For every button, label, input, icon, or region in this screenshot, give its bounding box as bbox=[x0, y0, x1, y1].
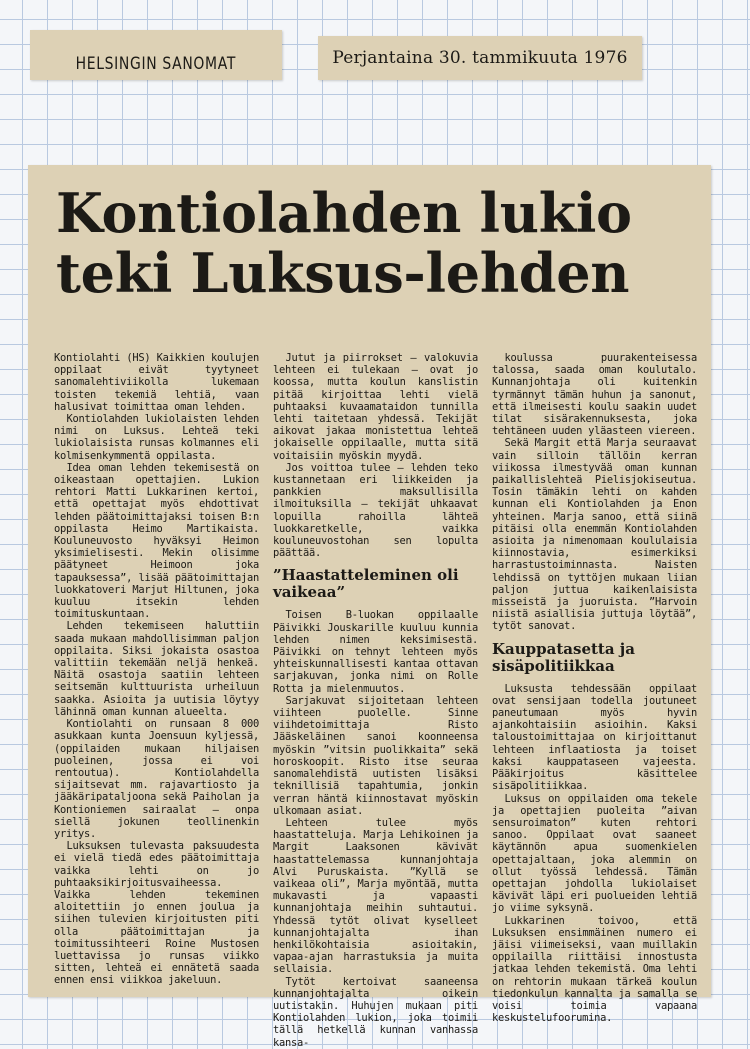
article-column-1 bbox=[54, 352, 259, 1049]
publication-date: Perjantaina 30. tammikuuta 1976 bbox=[332, 48, 628, 68]
newspaper-name: HELSINGIN SANOMAT bbox=[75, 54, 237, 74]
newspaper-name-clipping bbox=[30, 30, 282, 80]
article-paragraph: Idea oman lehden tekemisestä on oikeastaan opettajien. Lukion rehtori Matti Lukkarinen kertoi, että opettajat myös ehdottivat lehden päätoimittajaksi toisen B:n oppilasta Heimo Martikaista. Kouluneuvosto hyväksyi Heimon yksimielisesti. Mekin olisimme päätyneet Heimoon joka tapauksessa”, lisää päätoimittajan luokkatoveri Marjut Hiltunen, joka kuuluu itsekin lehden toimituskuntaan. bbox=[54, 461, 259, 621]
article-paragraph: Kontiolahti (HS) Kaikkien koulujen oppilaat eivät tyytyneet sanomalehtiviikolla lukemaan toisten tekemiä lehtiä, vaan halusivat toimittaa oman lehden. bbox=[54, 352, 259, 413]
article-paragraph: koulussa puurakenteisessa talossa, saada oman koulutalo. Kunnanjohtaja oli kuitenkin tyrmännyt tämän huhun ja sanonut, että ilmeisesti koulu saakin uudet tilat sisärakennuksesta, joka tehtäneen uuden yläasteen viereen. bbox=[492, 352, 697, 438]
article-paragraph: Jos voittoa tulee — lehden teko kustannetaan eri liikkeiden ja pankkien maksullisilla ilmoituksilla — tekijät uhkaavat lopuilla rahoilla lähteä luokkaretkelle, vaikka kouluneuvostohan sen lopulta päättää. bbox=[273, 461, 478, 560]
article-paragraph: Sekä Margit että Marja seuraavat vain silloin tällöin kerran viikossa ilmestyvää oman kunnan paikallislehteä Pielisjokiseutua. Tosin tämäkin lehti on kahden kunnan eli Kontiolahden ja Enon yhteinen. Marja sanoo, että siinä pitäisi olla enemmän Kontiolahden asioita ja nimenomaan koululaisia kiinnostavia, esimerkiksi harrastustoiminnasta. Naisten lehdissä on tyttöjen mukaan liian paljon juttua kaikenlaisista misseistä ja juoruista. ”Harvoin niistä asiallisia juttuja löytää”, tytöt sanovat. bbox=[492, 437, 697, 633]
article-paragraph: Lehden tekemiseen haluttiin saada mukaan mahdollisimman paljon oppilaita. Siksi jokaista osastoa valittiin tekemään neljä henkeä. Näitä osastoja saatiin lehteen seitsemän kulttuurista urheiluun saakka. Asioita ja uutisia löytyy lähinnä oman kunnan alueelta. bbox=[54, 620, 259, 718]
article-paragraph: Sarjakuvat sijoitetaan lehteen viihteen puolelle. Sinne viihdetoimittaja Risto Jääskeläinen sanoi koonneensa myöskin ”vitsin puolikkaita” sekä horoskoopit. Risto itse seuraa sanomalehdistä uutisten lisäksi teknillisiä tapahtumia, jonkin verran häntä kiinnostavat myöskin ulkomaan asiat. bbox=[273, 694, 478, 817]
subheading: ”Haastatteleminen oli vaikeaa” bbox=[273, 566, 459, 602]
article-paragraph: Lukkarinen toivoo, että Luksuksen ensimmäinen numero ei jäisi viimeiseksi, vaan muillakin oppilailla riittäisi innostusta jatkaa lehden tekemistä. Oma lehti on rehtorin mukaan tärkeä koulun tiedonkulun kannalta ja samalla se voisi toimia vapaana keskustelufoorumina. bbox=[492, 914, 697, 1025]
article-paragraph: Kontiolahti on runsaan 8 000 asukkaan kunta Joensuun kyljessä, (oppilaiden mukaan hiljaisen puoleinen, jossa ei voi rentoutua). Kontiolahdella sijaitsevat mm. rajavartiosto ja jääkäripataljoona sekä Paiholan ja Kontioniemen sairaalat — onpa siellä jokunen teollinenkin yritys. bbox=[54, 718, 259, 840]
article-column-3 bbox=[492, 352, 697, 1049]
article-paragraph: Toisen B-luokan oppilaalle Päivikki Jouskarille kuuluu kunnia lehden nimen keksimisestä. Päivikki on tehnyt lehteen myös yhteiskunnallisesti kantaa ottavan sarjakuvan, jonka nimi on Rolle Rotta ja mielenmuutos. bbox=[273, 609, 478, 695]
article-paragraph: Tytöt kertoivat saaneensa kunnanjohtajalta oikein uutistakin. Huhujen mukaan piti Kontiolahden lukion, joka toimii tällä hetkellä kunnan vanhassa kansa- bbox=[273, 975, 478, 1049]
article-paragraph: Luksusta tehdessään oppilaat ovat sensijaan todella joutuneet paneutumaan myös hyvin ajankohtaisiin asioihin. Kaksi taloustoimittajaa on kirjoittanut lehteen inflaatiosta ja toiset kaksi kauppataseen vajeesta. Pääkirjoitus käsittelee sisäpolitiikkaa. bbox=[492, 682, 697, 793]
article-paragraph: Luksuksen tulevasta paksuudesta ei vielä tiedä edes päätoimittaja vaikka lehti on jo puhtaaksikirjoitusvaiheessa. Vaikka lehden tekeminen aloitettiin jo ennen joulua ja siihen tulevien kirjoitusten piti olla päätoimittajan ja toimitussihteeri Roine Mustosen luettavissa jo runsas viikko sitten, lehteä ei ennätetä saada ennen ensi viikkoa jakeluun. bbox=[54, 840, 259, 987]
article-column-2 bbox=[273, 352, 478, 1049]
date-clipping bbox=[318, 36, 642, 80]
article-paragraph: Luksus on oppilaiden oma tekele ja opettajien puoleita ”aivan sensuroimaton” kuten rehtori sanoo. Oppilaat ovat saaneet käytännön apua suomenkielen opettajaltaan, joka alemmin on ollut työssä lehdessä. Tämän opettajan johdolla lukiolaiset kävivät läpi eri puolueiden lehtiä jo viime syksynä. bbox=[492, 792, 697, 915]
article-paragraph: Kontiolahden lukiolaisten lehden nimi on Luksus. Lehteä teki lukiolaisista runsas kolmannes eli kolmisenkymmentä oppilasta. bbox=[54, 413, 259, 462]
article-clipping bbox=[28, 165, 711, 1049]
article-paragraph: Jutut ja piirrokset — valokuvia lehteen ei tulekaan — ovat jo koossa, mutta koulun kanslistin pitää kirjoittaa lehti vielä puhtaaksi kuvaamataidon tunnilla lehti taitetaan yhdessä. Tekijät aikovat jakaa monistettua lehteä jokaiselle oppilaalle, mutta sitä voitaisiin myöskin myydä. bbox=[273, 352, 478, 462]
headline-line-2: teki Luksus-lehden bbox=[56, 241, 630, 305]
article-paragraph: Lehteen tulee myös haastatteluja. Marja Lehikoinen ja Margit Laaksonen kävivät haastattelemassa kunnanjohtaja Alvi Puruskaista. ”Kyllä se vaikeaa oli”, Marja myöntää, mutta mukavasti ja vapaasti kunnanjohtaja meihin suhtautui. Yhdessä tytöt olivat kyselleet kunnanjohtajalta ihan henkilökohtaisia asioitakin, vapaa-ajan harrastuksia ja muita sellaisia. bbox=[273, 816, 478, 976]
headline-line-1: Kontiolahden lukio bbox=[56, 181, 632, 245]
article-headline bbox=[56, 183, 689, 303]
article-columns bbox=[54, 352, 697, 1049]
subheading: Kauppatasetta ja sisäpolitiikkaa bbox=[492, 639, 635, 675]
